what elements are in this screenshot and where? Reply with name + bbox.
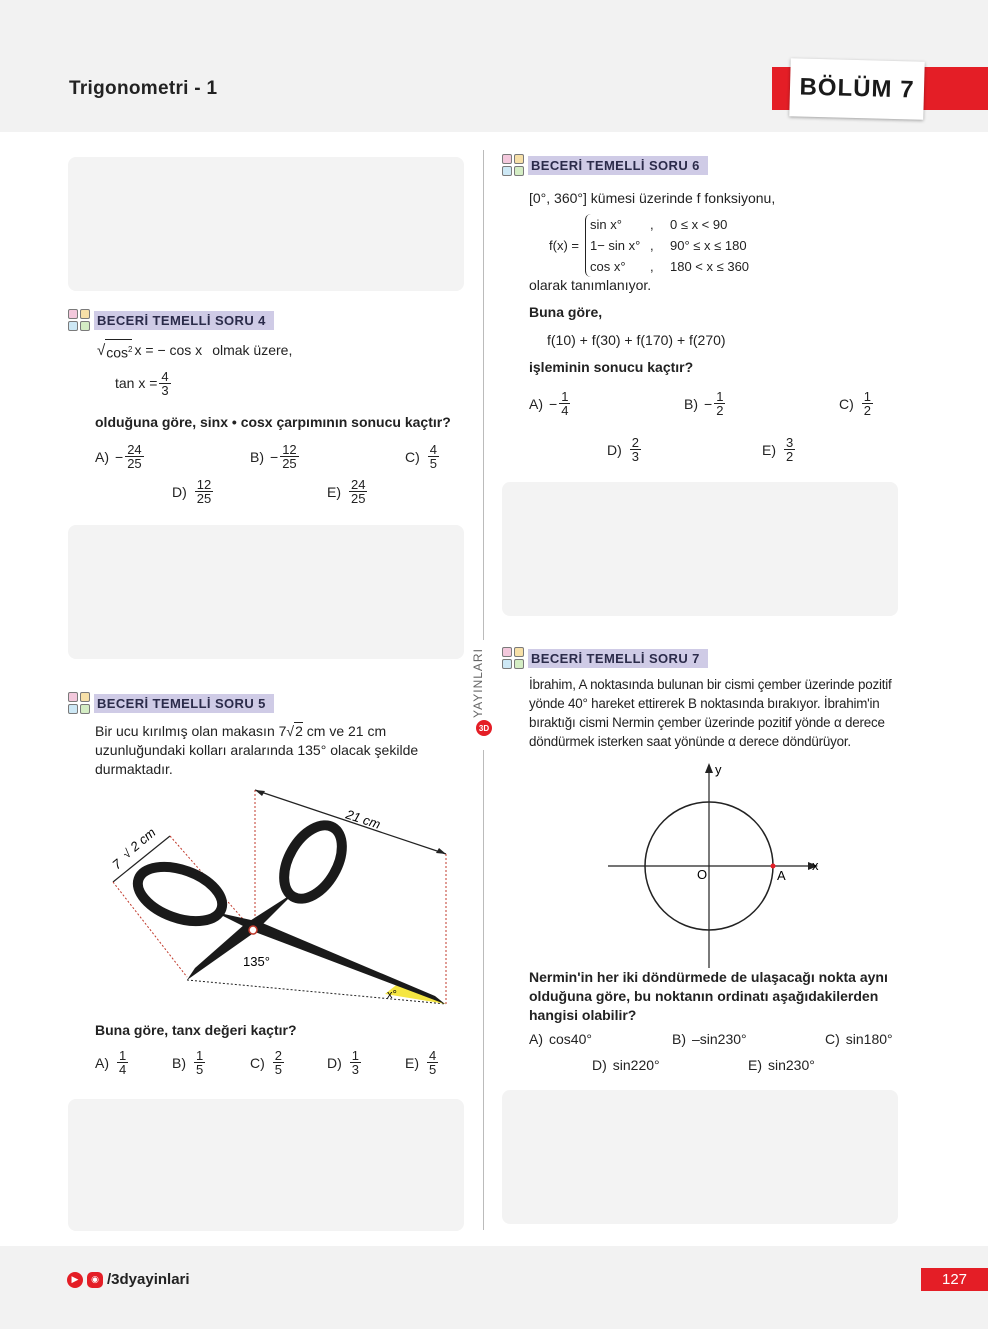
q4-option-c-den: 5 bbox=[429, 456, 438, 471]
q7-option-e[interactable] bbox=[748, 1057, 815, 1073]
q4-condition-2 bbox=[115, 370, 173, 397]
q5-text-sqrt: 2 bbox=[295, 723, 303, 739]
question-category-icon bbox=[502, 154, 524, 176]
label-angle: 135° bbox=[243, 954, 270, 969]
q4-option-e-num: 24 bbox=[351, 477, 366, 492]
answer-area-q4[interactable] bbox=[68, 525, 464, 659]
dashed-guide bbox=[113, 882, 187, 977]
q6-option-c-den: 2 bbox=[863, 403, 872, 418]
q6-option-b-num: 1 bbox=[716, 389, 724, 404]
q6-fx: f(x) = bbox=[549, 238, 579, 253]
arrow-head bbox=[436, 848, 446, 854]
q5-option-b-label: B) bbox=[172, 1054, 186, 1071]
q4-question: olduğuna göre, sinx • cosx çarpımının sonucu kaçtır? bbox=[95, 414, 451, 430]
q6-case-2-sep: , bbox=[649, 238, 654, 253]
q7-title: BECERİ TEMELLİ SORU 7 bbox=[528, 649, 708, 668]
q6-intro: [0°, 360°] kümesi üzerinde f fonksiyonu, bbox=[529, 190, 776, 206]
q4-condition-rest: x = − cos x bbox=[134, 342, 203, 359]
q6-header bbox=[502, 154, 708, 176]
q4-option-a[interactable] bbox=[95, 443, 146, 470]
q6-option-c[interactable] bbox=[839, 390, 875, 417]
q7-option-b-value: –sin230° bbox=[692, 1031, 747, 1047]
unit-circle-figure bbox=[600, 760, 830, 970]
q5-text-3: uzunluğundaki kolları aralarında 135° olacak şekilde bbox=[95, 742, 419, 758]
q5-option-b-num: 1 bbox=[196, 1048, 204, 1063]
q5-text-2: cm ve 21 cm bbox=[302, 723, 387, 739]
q6-defined: olarak tanımlanıyor. bbox=[529, 277, 652, 293]
q5-question: Buna göre, tanx değeri kaçtır? bbox=[95, 1022, 297, 1038]
q5-option-d[interactable] bbox=[327, 1049, 363, 1076]
q6-option-a[interactable] bbox=[529, 390, 572, 417]
q4-option-e-den: 25 bbox=[351, 491, 366, 506]
question-category-icon bbox=[68, 309, 90, 331]
q7-option-a[interactable] bbox=[529, 1031, 592, 1047]
q5-text-4: durmaktadır. bbox=[95, 761, 173, 777]
q6-option-e[interactable] bbox=[762, 436, 797, 463]
q4-option-e[interactable] bbox=[327, 478, 369, 505]
q7-option-c[interactable] bbox=[825, 1031, 893, 1047]
q6-lead: Buna göre, bbox=[529, 304, 603, 320]
q4-condition-1: √ $\cos^2$ x = − cos x olmak üzere, bbox=[97, 339, 292, 363]
q6-option-e-label: E) bbox=[762, 441, 776, 458]
q7-option-a-value: cos40° bbox=[549, 1031, 592, 1047]
q6-case-2-expr: 1− sin x° bbox=[589, 238, 641, 253]
q7-header bbox=[502, 647, 708, 669]
q7-question-line-1: Nermin'in her iki döndürmede de ulaşacağı nokta aynı bbox=[529, 969, 888, 985]
q5-option-e-num: 4 bbox=[429, 1048, 437, 1063]
q6-option-d-label: D) bbox=[607, 441, 622, 458]
q6-option-c-label: C) bbox=[839, 395, 854, 412]
q6-option-a-label: A) bbox=[529, 395, 543, 412]
q5-option-a-den: 4 bbox=[119, 1062, 127, 1077]
social-links[interactable] bbox=[67, 1271, 190, 1288]
q6-option-b-den: 2 bbox=[716, 403, 724, 418]
q7-text-line-2: yönde 40° hareket ettirerek B noktasında bırakıyor. İbrahim'in bbox=[529, 696, 880, 711]
social-handle[interactable]: /3dyayinlari bbox=[107, 1271, 190, 1288]
brand-vertical bbox=[469, 648, 499, 740]
q6-option-b[interactable] bbox=[684, 390, 727, 417]
q7-question-line-2: olduğuna göre, bu noktanın ordinatı aşağıdakilerden bbox=[529, 988, 879, 1004]
q4-title: BECERİ TEMELLİ SORU 4 bbox=[94, 311, 274, 330]
q6-expression: f(10) + f(30) + f(170) + f(270) bbox=[547, 332, 726, 348]
q5-option-c[interactable] bbox=[250, 1049, 286, 1076]
q6-case-3-sep: , bbox=[649, 259, 654, 274]
q7-question bbox=[529, 968, 909, 1025]
youtube-icon[interactable]: ▶ bbox=[67, 1272, 83, 1288]
brand-logo: 3D bbox=[476, 720, 492, 736]
q4-option-d-den: 25 bbox=[196, 491, 212, 506]
q7-option-a-label: A) bbox=[529, 1031, 543, 1047]
q7-option-c-label: C) bbox=[825, 1031, 840, 1047]
chapter-title: Trigonometri - 1 bbox=[69, 78, 218, 99]
q6-option-a-sign: − bbox=[549, 395, 558, 412]
q5-option-c-num: 2 bbox=[274, 1048, 283, 1063]
q7-option-b-label: B) bbox=[672, 1031, 686, 1047]
answer-area-q6[interactable] bbox=[502, 482, 898, 616]
q5-option-d-num: 1 bbox=[351, 1048, 360, 1063]
section-label: BÖLÜM 7 bbox=[789, 58, 924, 119]
q6-option-b-sign: − bbox=[704, 395, 713, 412]
answer-area-top-left[interactable] bbox=[68, 157, 464, 291]
q6-case-2-cond: 90° ≤ x ≤ 180 bbox=[669, 238, 747, 253]
q4-option-c-label: C) bbox=[405, 448, 420, 465]
q4-tan-lhs: tan x = bbox=[115, 375, 158, 391]
q4-option-e-label: E) bbox=[327, 483, 341, 500]
q4-tan-num: 4 bbox=[161, 369, 169, 384]
q6-case-3-expr: cos x° bbox=[589, 259, 626, 274]
q7-question-line-3: hangisi olabilir? bbox=[529, 1007, 637, 1023]
q4-option-d[interactable] bbox=[172, 478, 215, 505]
q4-tan-den: 3 bbox=[161, 383, 169, 398]
q5-option-d-label: D) bbox=[327, 1054, 342, 1071]
arrow-head bbox=[255, 790, 265, 796]
q7-option-d-value: sin220° bbox=[612, 1057, 660, 1073]
q7-text-line-4: döndürmek isterken saat yönünde α derece döndürüyor. bbox=[529, 734, 851, 749]
q4-option-d-label: D) bbox=[172, 483, 187, 500]
q5-title: BECERİ TEMELLİ SORU 5 bbox=[94, 694, 274, 713]
y-axis-arrow bbox=[705, 763, 713, 773]
q4-option-d-num: 12 bbox=[196, 477, 212, 492]
q4-option-c[interactable] bbox=[405, 443, 441, 470]
q6-case-1-sep: , bbox=[649, 217, 654, 232]
q5-option-a-label: A) bbox=[95, 1054, 109, 1071]
q6-option-a-den: 4 bbox=[561, 403, 569, 418]
q5-text-1: Bir ucu kırılmış olan makasın 7 bbox=[95, 723, 287, 739]
q5-option-b-den: 5 bbox=[196, 1062, 204, 1077]
brand-vertical-text: YAYINLARI bbox=[471, 648, 485, 718]
q6-option-e-den: 2 bbox=[786, 449, 794, 464]
q4-sqrt-exp: 2 bbox=[128, 345, 133, 354]
q7-option-d-label: D) bbox=[592, 1057, 607, 1073]
label-short-sqrt: √ bbox=[119, 846, 134, 862]
q7-option-e-value: sin230° bbox=[768, 1057, 815, 1073]
scissors-handle-left bbox=[130, 856, 229, 931]
q4-option-b-sign: − bbox=[270, 448, 279, 465]
q4-option-b-den: 25 bbox=[282, 456, 297, 471]
q7-option-e-label: E) bbox=[748, 1057, 762, 1073]
origin-label: O bbox=[697, 867, 708, 882]
q6-option-b-label: B) bbox=[684, 395, 698, 412]
q4-option-b-num: 12 bbox=[282, 442, 297, 457]
question-category-icon bbox=[502, 647, 524, 669]
q5-option-e[interactable] bbox=[405, 1049, 440, 1076]
q6-cases bbox=[585, 214, 749, 277]
q4-condition-tail: olmak üzere, bbox=[212, 342, 293, 359]
scissors-pivot bbox=[249, 926, 257, 934]
q6-title: BECERİ TEMELLİ SORU 6 bbox=[528, 156, 708, 175]
scissors-handle-right bbox=[272, 815, 354, 908]
q5-option-d-den: 3 bbox=[351, 1062, 360, 1077]
q4-option-a-label: A) bbox=[95, 448, 109, 465]
q5-option-e-label: E) bbox=[405, 1054, 419, 1071]
q5-option-c-label: C) bbox=[250, 1054, 265, 1071]
point-a-label: A bbox=[777, 868, 786, 883]
q4-option-c-num: 4 bbox=[429, 442, 438, 457]
scissors-figure bbox=[95, 782, 460, 1014]
q6-case-3-cond: 180 < x ≤ 360 bbox=[669, 259, 750, 274]
q4-header bbox=[68, 309, 274, 331]
q6-option-a-num: 1 bbox=[561, 389, 569, 404]
q5-option-c-den: 5 bbox=[274, 1062, 283, 1077]
answer-area-q7[interactable] bbox=[502, 1090, 898, 1224]
label-short-b: 2 cm bbox=[127, 824, 159, 855]
q7-option-d[interactable] bbox=[592, 1057, 660, 1073]
q7-option-c-value: sin180° bbox=[845, 1031, 893, 1047]
q4-option-a-sign: − bbox=[115, 448, 124, 465]
q6-option-c-num: 1 bbox=[863, 389, 872, 404]
q6-question: işleminin sonucu kaçtır? bbox=[529, 359, 694, 375]
q6-option-d-num: 2 bbox=[631, 435, 640, 450]
q5-text: Bir ucu kırılmış olan makasın 7√2 cm ve 21 cm uzunluğundaki kolları aralarında 135° olacak şekilde durmaktadır. bbox=[95, 722, 455, 779]
label-long: 21 cm bbox=[344, 806, 383, 832]
point-a-marker bbox=[771, 864, 776, 869]
q7-text-line-1: İbrahim, A noktasında bulunan bir cismi çember üzerinde pozitif bbox=[529, 677, 892, 692]
q6-option-d[interactable] bbox=[607, 436, 643, 463]
q7-option-b[interactable] bbox=[672, 1031, 747, 1047]
q4-option-a-num: 24 bbox=[127, 442, 142, 457]
q7-text bbox=[529, 675, 909, 751]
page-number: 127 bbox=[921, 1268, 988, 1291]
q5-option-b[interactable] bbox=[172, 1049, 207, 1076]
q5-option-e-den: 5 bbox=[429, 1062, 437, 1077]
label-x: x° bbox=[387, 989, 397, 1001]
question-category-icon bbox=[68, 692, 90, 714]
q5-option-a[interactable] bbox=[95, 1049, 130, 1076]
q6-case-1-expr: sin x° bbox=[589, 217, 622, 232]
q5-option-a-num: 1 bbox=[119, 1048, 127, 1063]
axis-y-label: y bbox=[715, 762, 722, 777]
q7-text-line-3: bıraktığı cismi Nermin çember üzerinde pozitif yönde α derece bbox=[529, 715, 885, 730]
answer-area-q5[interactable] bbox=[68, 1099, 464, 1231]
label-short-a: 7 bbox=[109, 856, 125, 873]
q6-piecewise bbox=[549, 214, 749, 277]
q6-option-e-num: 3 bbox=[786, 435, 794, 450]
q6-case-1-cond: 0 ≤ x < 90 bbox=[669, 217, 728, 232]
q5-header bbox=[68, 692, 274, 714]
q4-option-a-den: 25 bbox=[127, 456, 142, 471]
q4-sqrt-text: cos bbox=[106, 344, 129, 361]
q6-option-d-den: 3 bbox=[631, 449, 640, 464]
axis-x-label: x bbox=[812, 858, 819, 873]
q4-option-b-label: B) bbox=[250, 448, 264, 465]
q4-option-b[interactable] bbox=[250, 443, 301, 470]
instagram-icon[interactable]: ◉ bbox=[87, 1272, 103, 1288]
